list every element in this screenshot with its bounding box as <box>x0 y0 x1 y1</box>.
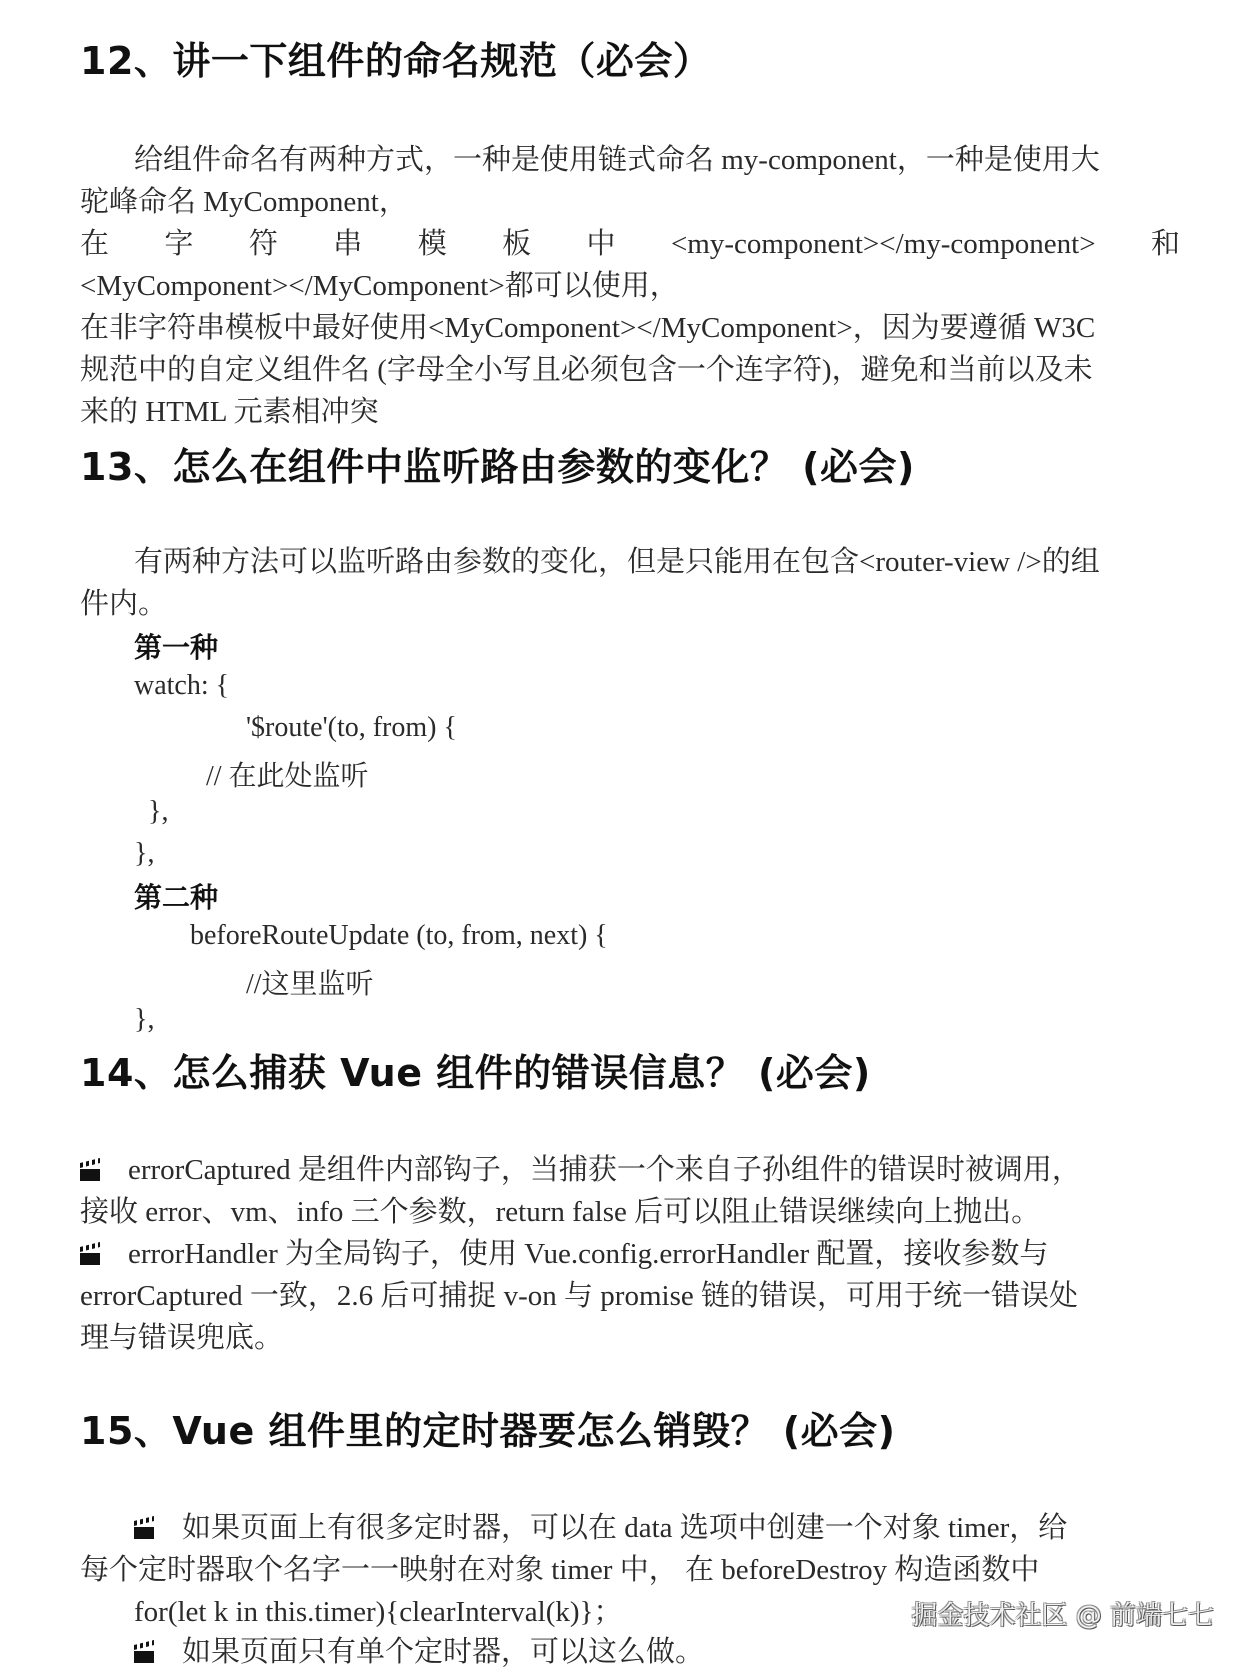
paragraph-line: 给组件命名有两种方式，一种是使用链式命名 my-component，一种是使用大 <box>134 144 1100 176</box>
method-1-title: 第一种 <box>134 631 219 664</box>
code-line: '$route'(to, from) { <box>246 712 457 743</box>
clapperboard-bullet-icon <box>80 1247 100 1265</box>
paragraph-line: 有两种方法可以监听路由参数的变化，但是只能用在包含<router-view />的组 <box>134 546 1100 578</box>
code-line: }, <box>148 796 169 827</box>
paragraph-line: 接收 error、vm、info 三个参数，return false 后可以阻止错误继续向上抛出。 <box>80 1196 1041 1228</box>
watermark: 掘金技术社区 @ 前端七七 <box>911 1601 1214 1631</box>
bullet-line <box>134 1508 1067 1548</box>
word: 串 <box>333 228 363 260</box>
bullet-line <box>80 1234 1048 1274</box>
word: 字 <box>164 228 194 260</box>
paragraph-line-spread <box>80 224 1180 264</box>
section-14-heading: 14、怎么捕获 Vue 组件的错误信息？ (必会) <box>80 1051 871 1095</box>
paragraph-line: errorCaptured 一致，2.6 后可捕捉 v-on 与 promise 链的错误，可用于统一错误处 <box>80 1280 1078 1312</box>
bullet-text: 如果页面只有单个定时器，可以这么做。 <box>182 1636 705 1668</box>
code-line: watch: { <box>134 670 230 701</box>
paragraph-line: 件内。 <box>80 588 168 620</box>
code-line: //这里监听 <box>246 969 374 1000</box>
paragraph-line: 理与错误兜底。 <box>80 1322 284 1354</box>
word: <my-component></my-component> <box>670 228 1096 260</box>
paragraph-line: 每个定时器取个名字一一映射在对象 timer 中， 在 beforeDestroy 构造函数中 <box>80 1554 1040 1586</box>
method-2-title: 第二种 <box>134 881 219 914</box>
code-line: }, <box>134 1004 155 1035</box>
word: 符 <box>248 228 278 260</box>
section-12-heading: 12、讲一下组件的命名规范（必会） <box>80 39 712 83</box>
bullet-line <box>134 1632 704 1672</box>
word: 中 <box>586 228 616 260</box>
word: 板 <box>502 228 532 260</box>
word: 在 <box>80 228 110 260</box>
word: 和 <box>1150 228 1180 260</box>
clapperboard-bullet-icon <box>134 1645 154 1663</box>
paragraph-line: <MyComponent></MyComponent>都可以使用， <box>80 270 679 302</box>
bullet-text: errorHandler 为全局钩子，使用 Vue.config.errorHandler 配置，接收参数与 <box>128 1238 1049 1270</box>
bullet-line <box>80 1150 1081 1190</box>
section-13-heading: 13、怎么在组件中监听路由参数的变化？ (必会) <box>80 445 915 489</box>
paragraph-line: 规范中的自定义组件名 (字母全小写且必须包含一个连字符)，避免和当前以及未 <box>80 354 1093 386</box>
paragraph-line: 在非字符串模板中最好使用<MyComponent></MyComponent>，因为要遵循 W3C <box>80 312 1096 344</box>
clapperboard-bullet-icon <box>134 1521 154 1539</box>
bullet-text: 如果页面上有很多定时器，可以在 data 选项中创建一个对象 timer，给 <box>182 1512 1068 1544</box>
code-line: }, <box>134 838 155 869</box>
code-line: beforeRouteUpdate (to, from, next) { <box>190 920 608 951</box>
paragraph-line: 驼峰命名 MyComponent， <box>80 186 408 218</box>
section-15-heading: 15、Vue 组件里的定时器要怎么销毁？ (必会) <box>80 1409 896 1453</box>
bullet-text: errorCaptured 是组件内部钩子，当捕获一个来自子孙组件的错误时被调用， <box>128 1154 1081 1186</box>
word: 模 <box>417 228 447 260</box>
code-line: // 在此处监听 <box>206 761 369 792</box>
clapperboard-bullet-icon <box>80 1163 100 1181</box>
paragraph-line: 来的 HTML 元素相冲突 <box>80 396 379 428</box>
code-line: for(let k in this.timer){clearInterval(k)}； <box>134 1596 623 1628</box>
